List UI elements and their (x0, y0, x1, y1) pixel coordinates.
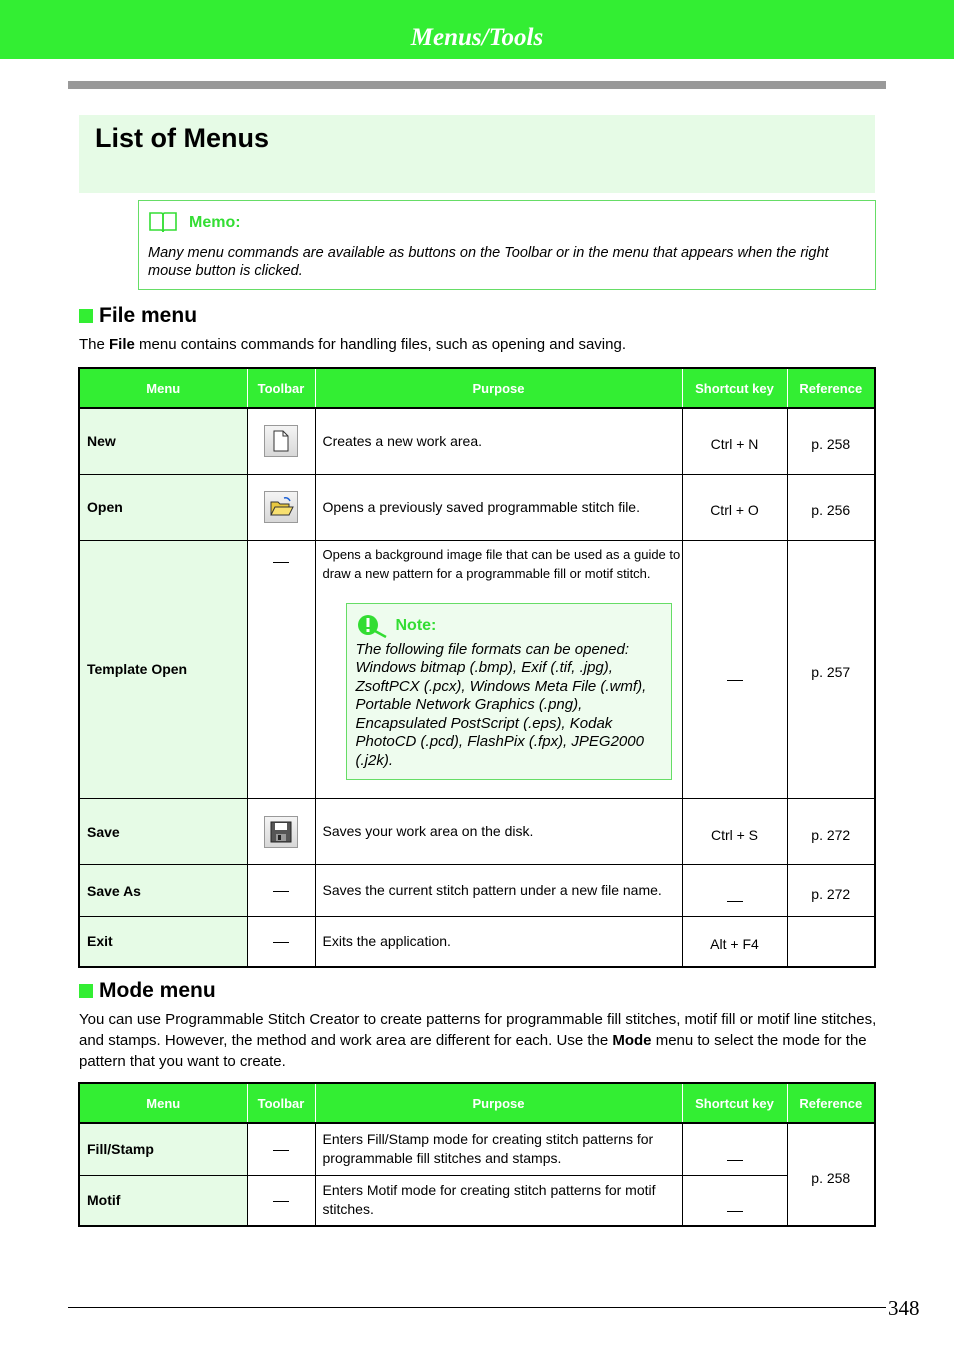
dash-mark (727, 1211, 743, 1212)
menu-name: Exit (79, 917, 247, 967)
column-header: Menu (79, 1083, 247, 1123)
mode-menu-intro (79, 1009, 879, 1072)
purpose-text: Saves the current stitch pattern under a new file name. (315, 865, 682, 917)
intro-text: The (79, 336, 110, 353)
purpose-cell (315, 540, 682, 799)
shortcut-text: Ctrl + S (682, 799, 787, 865)
dash-mark (727, 680, 743, 681)
note-header (356, 614, 661, 638)
title-box (79, 115, 875, 193)
file-menu-intro (79, 334, 879, 355)
intro-bold-text: File (109, 336, 135, 353)
toolbar-cell (247, 1175, 315, 1226)
menu-name: Motif (79, 1175, 247, 1226)
column-header: Reference (787, 368, 875, 408)
table-row (79, 917, 875, 967)
toolbar-cell (247, 917, 315, 967)
file-menu-heading (79, 304, 197, 328)
header-banner (0, 0, 954, 59)
mode-menu-heading-text: Mode menu (99, 979, 216, 1002)
purpose-text: Opens a previously saved programmable stitch file. (315, 474, 682, 540)
reference-text: p. 258 (787, 408, 875, 474)
menu-name: Fill/Stamp (79, 1123, 247, 1175)
intro-bold-text: Mode (612, 1032, 652, 1049)
column-header: Toolbar (247, 368, 315, 408)
dash-mark (273, 1150, 289, 1151)
memo-box (138, 200, 876, 290)
heading-square-icon (79, 309, 93, 323)
column-header: Toolbar (247, 1083, 315, 1123)
purpose-text: Creates a new work area. (315, 408, 682, 474)
reference-text: p. 256 (787, 474, 875, 540)
reference-text (787, 917, 875, 967)
shortcut-cell (682, 540, 787, 799)
page-number: 348 (888, 1296, 920, 1320)
purpose-text: Enters Fill/Stamp mode for creating stitch patterns for programmable fill stitches and stamps. (315, 1123, 682, 1175)
dash-mark (727, 1160, 743, 1161)
toolbar-cell (247, 865, 315, 917)
table-row (79, 799, 875, 865)
file-menu-heading-text: File menu (99, 304, 198, 327)
table-row (79, 1123, 875, 1175)
table-header-row (79, 1083, 875, 1123)
mode-menu-table (78, 1082, 876, 1227)
reference-text: p. 272 (787, 865, 875, 917)
dash-mark (273, 562, 289, 563)
memo-label: Memo: (189, 214, 241, 231)
column-header: Menu (79, 368, 247, 408)
table-header-row (79, 368, 875, 408)
shortcut-text: Ctrl + O (682, 474, 787, 540)
divider-bar (68, 81, 886, 89)
memo-text: Many menu commands are available as buttons on the Toolbar or in the menu that appears when the right mouse button is clicked. (148, 245, 829, 279)
footer-line (68, 1307, 886, 1308)
reference-text: p. 258 (787, 1123, 875, 1226)
note-box (346, 603, 672, 781)
note-pin-icon (356, 614, 388, 638)
column-header: Purpose (315, 1083, 682, 1123)
purpose-text: Enters Motif mode for creating stitch patterns for motif stitches. (315, 1175, 682, 1226)
dash-mark (273, 942, 289, 943)
intro-text: menu to select the mode for the pattern that you want to create. (79, 1032, 867, 1070)
menu-name: New (79, 408, 247, 474)
menu-name: Save As (79, 865, 247, 917)
section-title: Menus/Tools (410, 24, 544, 51)
toolbar-cell (247, 408, 315, 474)
shortcut-cell (682, 1175, 787, 1226)
dash-mark (273, 1201, 289, 1202)
toolbar-cell (247, 799, 315, 865)
shortcut-text: Alt + F4 (682, 917, 787, 967)
dash-mark (727, 901, 743, 902)
reference-text: p. 257 (787, 540, 875, 799)
menu-name: Save (79, 799, 247, 865)
toolbar-cell (247, 1123, 315, 1175)
page-title: List of Menus (95, 123, 269, 153)
column-header: Purpose (315, 368, 682, 408)
table-row (79, 865, 875, 917)
save-disk-icon (264, 816, 298, 848)
shortcut-cell (682, 865, 787, 917)
reference-text: p. 272 (787, 799, 875, 865)
toolbar-cell (247, 540, 315, 799)
column-header: Shortcut key (682, 368, 787, 408)
purpose-text: Opens a background image file that can be used as a guide to draw a new pattern for a programmable fill or motif stitch. (322, 546, 681, 581)
heading-square-icon (79, 984, 93, 998)
dash-mark (273, 891, 289, 892)
purpose-text: Exits the application. (315, 917, 682, 967)
column-header: Reference (787, 1083, 875, 1123)
note-text: The following file formats can be opened: Windows bitmap (.bmp), Exif (.tif, .jpg), ZsoftPCX (.pcx), Windows Meta File (.wmf), Portable Network Graphics (.png), Encapsulated PostScript (.eps), Kodak PhotoCD (.pcd), FlashPix (.fpx), JPEG2000 (.j2k). (355, 640, 647, 769)
table-row (79, 1175, 875, 1226)
menu-name: Template Open (79, 540, 247, 799)
table-row (79, 540, 875, 799)
table-row (79, 474, 875, 540)
intro-text: You can use Programmable Stitch Creator to create patterns for programmable fill stitches, motif fill or motif line stitches, and stamps. However, the method and work area are different for each. Use the (79, 1011, 877, 1049)
shortcut-text: Ctrl + N (682, 408, 787, 474)
shortcut-cell (682, 1123, 787, 1175)
menu-name: Open (79, 474, 247, 540)
file-menu-table (78, 367, 876, 968)
open-folder-icon (264, 491, 298, 523)
mode-menu-heading (79, 979, 216, 1003)
book-icon (148, 210, 178, 234)
intro-text: menu contains commands for handling files, such as opening and saving. (134, 336, 626, 353)
note-label: Note: (395, 617, 437, 634)
toolbar-cell (247, 474, 315, 540)
column-header: Shortcut key (682, 1083, 787, 1123)
purpose-text: Saves your work area on the disk. (315, 799, 682, 865)
new-file-icon (264, 425, 298, 457)
table-row (79, 408, 875, 474)
